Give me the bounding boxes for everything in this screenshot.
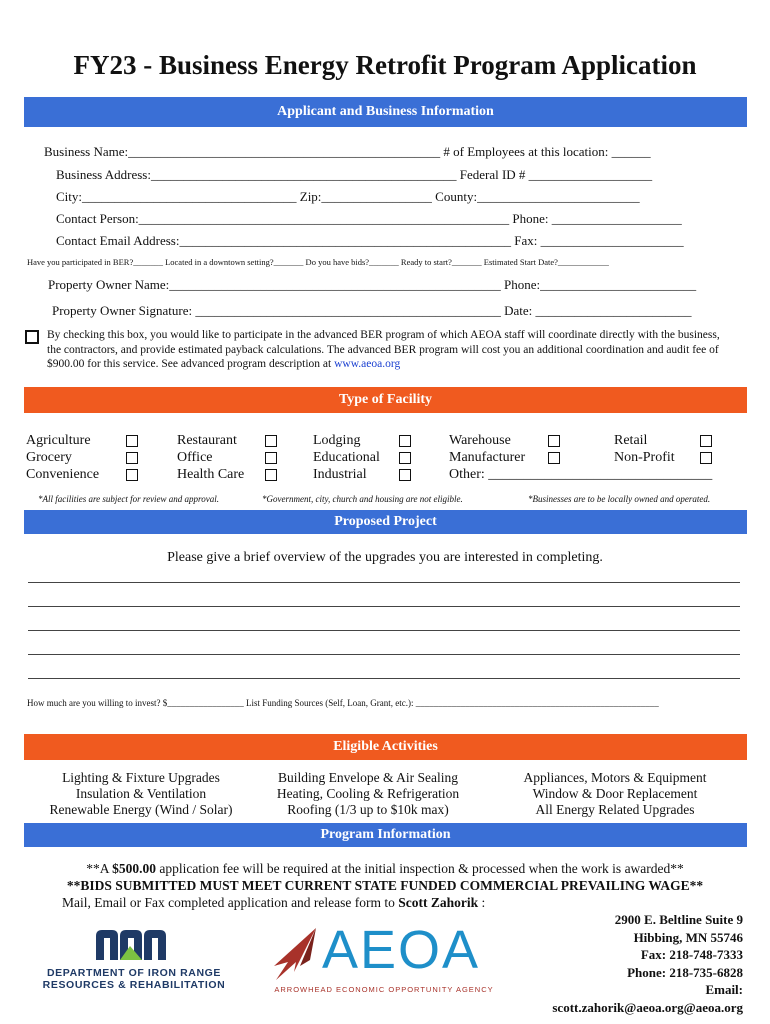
eligible-col-2 — [258, 770, 478, 818]
retail-checkbox[interactable] — [700, 435, 712, 447]
facility-restaurant: Restaurant — [177, 433, 237, 448]
overview-line-4[interactable] — [28, 654, 740, 655]
grocery-checkbox[interactable] — [126, 452, 138, 464]
aeoa-website-link[interactable]: www.aeoa.org — [334, 358, 401, 370]
eligible-renewable: Renewable Energy (Wind / Solar) — [49, 802, 233, 817]
facility-retail: Retail — [614, 433, 648, 448]
eligible-hvac: Heating, Cooling & Refrigeration — [276, 786, 460, 801]
iron-range-logo — [34, 926, 234, 991]
contact-fax: Fax: 218-748-7333 — [640, 947, 743, 962]
section-header-program: Program Information — [24, 823, 747, 847]
property-owner-name-field[interactable]: Property Owner Name:___________________________________________________ Phone:________________________ — [48, 277, 697, 292]
facility-lodging: Lodging — [313, 433, 361, 448]
prevailing-wage-notice: **BIDS SUBMITTED MUST MEET CURRENT STATE FUNDED COMMERCIAL PREVAILING WAGE** — [66, 878, 704, 893]
mn-logo-line-2: RESOURCES & REHABILITATION — [42, 979, 226, 991]
contact-address-1: 2900 E. Beltline Suite 9 — [614, 912, 743, 927]
facility-non-profit: Non-Profit — [614, 450, 675, 465]
eligible-col-1 — [28, 770, 254, 818]
facility-industrial: Industrial — [313, 467, 367, 482]
property-owner-signature-field[interactable]: Property Owner Signature: _______________________________________________ Date: ________________________ — [52, 303, 692, 318]
arrowhead-icon — [266, 926, 324, 982]
section-header-facility: Type of Facility — [24, 387, 747, 413]
overview-line-3[interactable] — [28, 630, 740, 631]
fee-prefix: **A — [86, 861, 113, 876]
contact-address-2: Hibbing, MN 55746 — [633, 929, 743, 945]
aeoa-tagline: ARROWHEAD ECONOMIC OPPORTUNITY AGENCY — [274, 985, 494, 994]
fee-suffix: application fee will be required at the initial inspection & processed when the work is awarded** — [155, 861, 684, 876]
section-header-applicant: Applicant and Business Information — [24, 97, 747, 127]
city-zip-county-field[interactable]: City:_________________________________ Zip:_________________ County:_________________________ — [56, 189, 640, 204]
industrial-checkbox[interactable] — [399, 469, 411, 481]
facility-convenience: Convenience — [26, 467, 100, 482]
contact-email[interactable]: scott.zahorik@aeoa.org@aeoa.org — [552, 999, 743, 1015]
facility-health-care: Health Care — [177, 467, 245, 482]
agriculture-checkbox[interactable] — [126, 435, 138, 447]
contact-email-label: Email: — [705, 982, 743, 997]
facility-warehouse: Warehouse — [449, 433, 511, 448]
facility-office: Office — [177, 450, 213, 465]
facility-manufacturer: Manufacturer — [449, 450, 526, 465]
mail-prefix: Mail, Email or Fax completed application and release form to — [62, 895, 399, 910]
eligible-insulation: Insulation & Ventilation — [75, 786, 207, 801]
page-title: FY23 - Business Energy Retrofit Program Application — [73, 50, 697, 80]
educational-checkbox[interactable] — [399, 452, 411, 464]
warehouse-checkbox[interactable] — [548, 435, 560, 447]
fee-notice — [0, 861, 770, 877]
facility-other-field[interactable]: Other: ________________________________ — [449, 467, 713, 482]
section-header-eligible: Eligible Activities — [24, 734, 747, 760]
investment-funding-field[interactable]: How much are you willing to invest? $_________________ List Funding Sources (Self, Loan, Grant, etc.): ______________________________________________________ — [27, 698, 659, 708]
office-checkbox[interactable] — [265, 452, 277, 464]
facility-col-1 — [26, 432, 138, 483]
aeoa-wordmark: AEOA — [322, 920, 481, 980]
section-header-proposed: Proposed Project — [24, 510, 747, 534]
fee-amount: $500.00 — [112, 861, 156, 876]
contact-email-field[interactable]: Contact Email Address:___________________________________________________ Fax: ______________________ — [56, 233, 684, 248]
business-address-field[interactable]: Business Address:_______________________________________________ Federal ID # ___________________ — [56, 167, 653, 182]
contact-block — [552, 911, 743, 1016]
mn-logo-line-1: DEPARTMENT OF IRON RANGE — [46, 967, 222, 979]
proposed-prompt: Please give a brief overview of the upgrades you are interested in completing. — [167, 550, 603, 565]
overview-line-1[interactable] — [28, 582, 740, 583]
facility-grocery: Grocery — [26, 450, 72, 465]
mail-suffix: : — [478, 895, 486, 910]
facility-educational: Educational — [313, 450, 380, 465]
manufacturer-checkbox[interactable] — [548, 452, 560, 464]
eligible-windows: Window & Door Replacement — [532, 786, 698, 801]
health-care-checkbox[interactable] — [265, 469, 277, 481]
eligible-lighting: Lighting & Fixture Upgrades — [62, 770, 220, 785]
facility-note-ownership: *Businesses are to be locally owned and operated. — [528, 494, 711, 504]
eligible-appliances: Appliances, Motors & Equipment — [523, 770, 707, 785]
eligible-all-energy: All Energy Related Upgrades — [535, 802, 695, 817]
facility-col-3 — [313, 432, 411, 483]
business-name-field[interactable]: Business Name:________________________________________________ # of Employees at this location: ______ — [44, 144, 651, 159]
facility-note-review: *All facilities are subject for review and approval. — [38, 494, 219, 504]
eligible-col-3 — [500, 770, 730, 818]
non-profit-checkbox[interactable] — [700, 452, 712, 464]
facility-col-2 — [177, 432, 277, 483]
restaurant-checkbox[interactable] — [265, 435, 277, 447]
eligible-roofing: Roofing (1/3 up to $10k max) — [287, 802, 449, 817]
facility-note-eligibility: *Government, city, church and housing are not eligible. — [262, 494, 463, 504]
overview-line-5[interactable] — [28, 678, 740, 679]
eligible-building-envelope: Building Envelope & Air Sealing — [278, 770, 458, 785]
advanced-ber-text: By checking this box, you would like to participate in the advanced BER program of which AEOA staff will coordinate directly with the business, the contractors, and provide estimated payback calculations. The advanced BER program will cost you an additional coordination and audit fee of $900.00 for this service. See advanced program description at — [47, 329, 720, 370]
facility-col-5 — [614, 432, 712, 466]
contact-person-field[interactable]: Contact Person:_________________________________________________________ Phone: ____________________ — [56, 211, 682, 226]
mail-instructions — [62, 895, 485, 911]
facility-col-4 — [449, 432, 560, 466]
advanced-ber-checkbox[interactable] — [25, 330, 39, 344]
advanced-ber-description — [47, 328, 727, 372]
lodging-checkbox[interactable] — [399, 435, 411, 447]
overview-line-2[interactable] — [28, 606, 740, 607]
mn-logo-icon — [34, 926, 234, 962]
contact-phone: Phone: 218-735-6828 — [627, 964, 743, 980]
aeoa-logo — [264, 920, 504, 996]
ber-questions-field[interactable]: Have you participated in BER?_______ Located in a downtown setting?_______ Do you have bids?_______ Ready to start?_______ Estimated Start Date?____________ — [27, 257, 609, 267]
facility-agriculture: Agriculture — [26, 433, 91, 448]
mail-recipient: Scott Zahorik — [398, 895, 479, 910]
convenience-checkbox[interactable] — [126, 469, 138, 481]
